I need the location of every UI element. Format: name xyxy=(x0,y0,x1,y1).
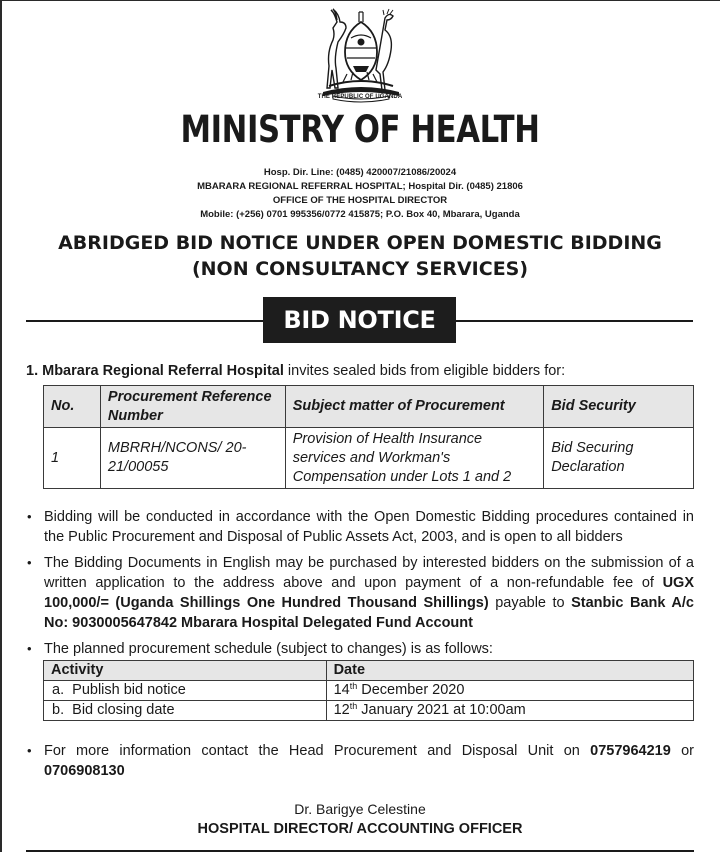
table-row xyxy=(44,701,694,721)
column-header: Date xyxy=(326,661,693,681)
bullet-list xyxy=(26,507,694,659)
bullet-bidding-procedure: • Bidding will be conducted in accordance with the Open Domestic Bidding procedures contained in the Public Procurement and Disposal of Public Assets Act, 2003, and is open to all bidders xyxy=(26,507,694,547)
ministry-name: MINISTRY OF HEALTH xyxy=(180,108,540,151)
column-header: Activity xyxy=(44,661,327,681)
procurement-table xyxy=(43,385,694,489)
contact-line: OFFICE OF THE HOSPITAL DIRECTOR xyxy=(272,195,448,206)
phone-number: 0757964219 xyxy=(590,743,671,759)
bullet-contact xyxy=(26,741,694,781)
date-cell xyxy=(326,681,693,701)
fee-amount: UGX 100,000/= (Uganda Shillings One Hundred Thousand Shillings) xyxy=(44,575,694,611)
cell-no: 1 xyxy=(44,428,101,489)
notice-title-line: (NON CONSULTANCY SERVICES) xyxy=(191,258,529,280)
bullet-text: payable to xyxy=(488,595,572,611)
date-cell xyxy=(326,701,693,721)
table-row xyxy=(44,681,694,701)
schedule-table xyxy=(43,660,694,721)
table-header-row xyxy=(44,386,694,428)
notice-title xyxy=(0,230,720,282)
bid-notice-banner: BID NOTICE xyxy=(263,297,456,343)
date-rest: December 2020 xyxy=(357,682,465,698)
bullet-schedule: • The planned procurement schedule (subject to changes) is as follows: xyxy=(26,639,694,659)
activity-name: Publish bid notice xyxy=(72,682,186,698)
contact-block xyxy=(0,166,720,222)
bank-account: Stanbic Bank A/c No: 9030005647842 Mbarara Hospital Delegated Fund Account xyxy=(44,595,694,631)
contact-line: Hosp. Dir. Line: (0485) 420007/21086/20024 xyxy=(263,167,457,178)
date-suffix: th xyxy=(349,681,358,691)
cell-reference: MBRRH/NCONS/ 20-21/00055 xyxy=(100,428,285,489)
coat-of-arms-icon xyxy=(315,8,407,104)
activity-name: Bid closing date xyxy=(72,702,175,718)
divider xyxy=(456,320,693,322)
contact-line: Mobile: (+256) 0701 995356/0772 415875; P.O. Box 40, Mbarara, Uganda xyxy=(200,209,520,220)
crest-caption: THE REPUBLIC OF UGANDA xyxy=(317,94,403,100)
date-rest: January 2021 at 10:00am xyxy=(357,702,526,718)
column-header: Bid Security xyxy=(544,386,694,428)
cell-security: Bid Securing Declaration xyxy=(544,428,694,489)
column-header: No. xyxy=(44,386,101,428)
bullet-contact-info xyxy=(26,741,694,781)
notice-title-line: ABRIDGED BID NOTICE UNDER OPEN DOMESTIC BIDDING xyxy=(58,232,662,254)
bullet-bidding-documents xyxy=(26,553,694,633)
table-row xyxy=(44,428,694,489)
cell-subject: Provision of Health Insurance services and Workman's Compensation under Lots 1 and 2 xyxy=(285,428,543,489)
signatory-name: Dr. Barigye Celestine xyxy=(294,801,426,817)
intro-number: 1. xyxy=(26,363,39,379)
bullet-text: or xyxy=(670,743,695,759)
activity-cell xyxy=(44,681,327,701)
row-label: a. xyxy=(52,682,65,698)
signatory-title: HOSPITAL DIRECTOR/ ACCOUNTING OFFICER xyxy=(197,821,523,837)
date-suffix: th xyxy=(349,701,358,711)
divider xyxy=(26,320,264,322)
bullet-text: For more information contact the Head Procurement and Disposal Unit on xyxy=(44,743,591,759)
intro-text: invites sealed bids from eligible bidders for: xyxy=(283,363,566,379)
column-header: Subject matter of Procurement xyxy=(285,386,543,428)
row-label: b. xyxy=(52,702,65,718)
date-day: 12 xyxy=(333,702,350,718)
phone-number: 0706908130 xyxy=(44,763,125,779)
table-header-row xyxy=(44,661,694,681)
contact-line: MBARARA REGIONAL REFERRAL HOSPITAL; Hospital Dir. (0485) 21806 xyxy=(197,181,523,192)
bullet-text: The Bidding Documents in English may be purchased by interested bidders on the submission of a written application to the address above and upon payment of a non-refundable fee of xyxy=(44,555,694,591)
hospital-name: Mbarara Regional Referral Hospital xyxy=(42,363,284,379)
activity-cell xyxy=(44,701,327,721)
column-header: Procurement Reference Number xyxy=(100,386,285,428)
date-day: 14 xyxy=(333,682,350,698)
intro-paragraph xyxy=(26,363,565,379)
